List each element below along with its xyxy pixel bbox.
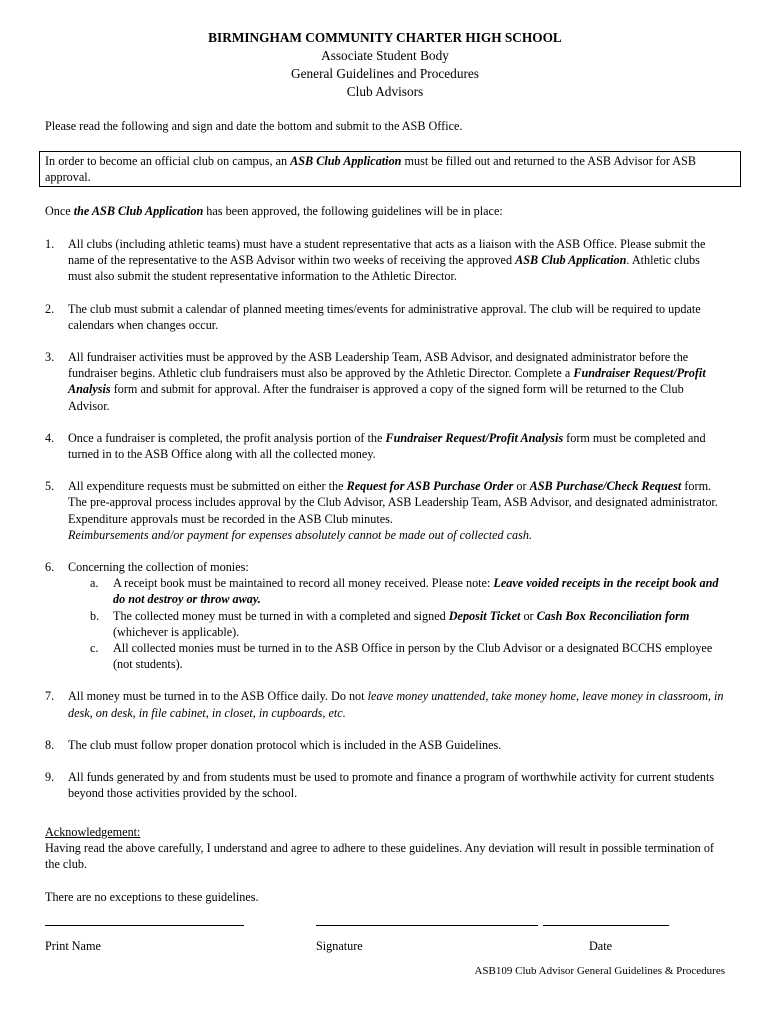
sub-item [68,608,725,640]
item-italic: leave money unattended, take money home, leave money in classroom, in desk, on desk, in file cabinet, in closet, in cupboards, etc. [68,689,724,720]
date-line[interactable] [543,925,669,926]
sub-item-text: A receipt book must be maintained to record all money received. Please note: [113,576,494,591]
item-text: All money must be turned in to the ASB Office daily. Do not [68,689,368,704]
sub-item-emphasis: Leave voided receipts in the receipt book and do not destroy or throw away. [113,576,719,607]
item-text: or [513,479,530,494]
guidelines-intro-emphasis: the ASB Club Application [73,204,204,218]
guideline-item [45,236,725,285]
application-notice-box [39,151,741,187]
item-text: form. The pre-approval process includes approval by the Club Advisor, ASB Leadership Team, ASB Advisor, and designated administrator. Expenditure approvals must be recorded in the ASB Club minutes. [68,479,718,526]
item-text: form and submit for approval. After the fundraiser is approved a copy of the signed form will be returned to the Club Advisor. [68,382,684,413]
signature-line[interactable] [316,925,538,926]
notice-text: In order to become an official club on campus, an [45,154,291,168]
sub-item-text: or [520,608,537,623]
acknowledgement-heading: Acknowledgement: [45,825,141,839]
sub-item-emphasis: Deposit Ticket [448,608,521,623]
item-number: 7. [45,689,55,704]
item-text: The club must submit a calendar of planned meeting times/events for administrative approval. The club will be required to update calendars when changes occur. [68,301,701,332]
notice-text: must be filled out and returned to the ASB Advisor for ASB approval. [45,154,696,185]
sub-list [68,575,725,672]
guideline-item [45,301,725,333]
item-text: All fundraiser activities must be approved by the ASB Leadership Team, ASB Advisor, and designated administrator before the fundraiser begins. Athletic club fundraisers must also be approved by the Athletic Director. Complete a [68,350,689,381]
guideline-item [45,349,725,414]
item-text: All clubs (including athletic teams) must have a student representative that acts as a liaison with the ASB Office. Please submit the name of the representative to the ASB Advisor within two weeks of receiving the approved [68,237,706,268]
date-label: Date [589,939,613,953]
item-text: Concerning the collection of monies: [68,560,249,575]
header-subtitle: Club Advisors [346,84,424,99]
item-emphasis: Request for ASB Purchase Order [346,479,514,494]
guidelines-list [45,236,725,817]
guideline-item [45,688,725,720]
item-emphasis: ASB Purchase/Check Request [529,479,682,494]
sub-item [68,640,725,672]
item-number: 6. [45,560,55,575]
item-text: All expenditure requests must be submitted on either the [68,479,347,494]
item-text: All funds generated by and from students must be used to promote and finance a program of worthwhile activity for current students beyond those activities provided by the school. [68,770,715,801]
guideline-item [45,737,725,753]
guidelines-intro [45,203,735,219]
guidelines-intro-text: Once [45,204,74,218]
item-number: 3. [45,350,55,365]
sub-item [68,575,725,607]
item-text: Once a fundraiser is completed, the profit analysis portion of the [68,430,386,445]
print-name-line[interactable] [45,925,244,926]
print-name-label: Print Name [45,939,101,953]
sub-item-letter: a. [90,576,99,591]
item-text: The club must follow proper donation protocol which is included in the ASB Guidelines. [68,737,502,752]
guideline-item [45,478,725,543]
guideline-item [45,559,725,672]
item-text: form must be completed and turned in to the ASB Office along with all the collected money. [68,430,706,462]
header-subtitle: General Guidelines and Procedures [291,66,479,81]
guidelines-intro-text: has been approved, the following guidelines will be in place: [203,204,503,218]
header-subtitle: Associate Student Body [321,48,449,63]
sub-item-letter: b. [90,608,100,623]
item-warning: Reimbursements and/or payment for expenses absolutely cannot be made out of collected cash. [68,527,533,542]
sub-item-text: All collected monies must be turned in to the ASB Office in person by the Club Advisor or a designated BCCHS employee (not students). [113,641,713,672]
document-header [0,29,770,101]
signature-label: Signature [316,939,363,953]
sub-item-emphasis: Cash Box Reconciliation form [536,608,690,623]
school-name: BIRMINGHAM COMMUNITY CHARTER HIGH SCHOOL [208,30,562,45]
item-number: 4. [45,430,55,445]
item-emphasis: Fundraiser Request/Profit Analysis [68,366,706,397]
item-number: 8. [45,737,55,752]
item-number: 9. [45,770,55,785]
item-text: . Athletic clubs must also submit the student representative information to the Athletic Director. [68,253,700,284]
sub-item-text: The collected money must be turned in with a completed and signed [113,608,449,623]
form-footer: ASB109 Club Advisor General Guidelines & Procedures [474,965,725,977]
item-number: 2. [45,301,55,316]
acknowledgement-text: Having read the above carefully, I understand and agree to adhere to these guidelines. Any deviation will result in possible termination of the club. [45,841,714,872]
item-emphasis: ASB Club Application [515,253,627,268]
item-number: 1. [45,237,55,251]
item-number: 5. [45,479,55,494]
notice-emphasis: ASB Club Application [290,154,402,168]
guideline-item [45,769,725,801]
intro-instruction: Please read the following and sign and date the bottom and submit to the ASB Office. [45,119,463,133]
sub-item-text: (whichever is applicable). [113,624,240,639]
guideline-item [45,430,725,462]
acknowledgement-section [45,824,725,873]
sub-item-letter: c. [90,641,99,656]
no-exceptions-note: There are no exceptions to these guidelines. [45,890,259,904]
item-emphasis: Fundraiser Request/Profit Analysis [385,430,564,445]
